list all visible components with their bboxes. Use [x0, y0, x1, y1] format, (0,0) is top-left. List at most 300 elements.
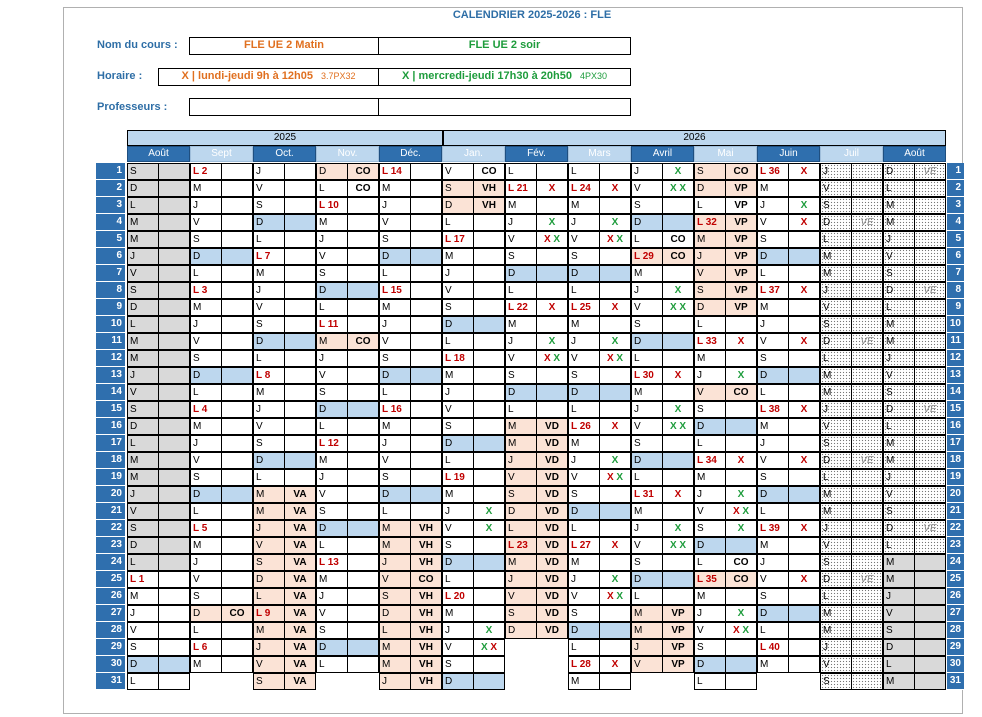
activity-cell[interactable]: [851, 214, 883, 231]
day-cell[interactable]: [442, 469, 473, 486]
day-cell[interactable]: [505, 299, 536, 316]
day-cell[interactable]: D: [379, 605, 410, 622]
day-cell[interactable]: J: [631, 520, 662, 537]
activity-cell[interactable]: [725, 486, 757, 503]
activity-cell[interactable]: [284, 384, 316, 401]
day-cell[interactable]: [316, 554, 347, 571]
day-cell[interactable]: S: [127, 163, 158, 180]
day-cell[interactable]: D: [505, 622, 536, 639]
day-cell[interactable]: S: [442, 180, 473, 197]
day-cell[interactable]: V: [694, 622, 725, 639]
day-cell[interactable]: [568, 418, 599, 435]
day-cell[interactable]: [757, 639, 788, 656]
day-cell[interactable]: M: [505, 316, 536, 333]
activity-cell[interactable]: [851, 520, 883, 537]
day-cell[interactable]: L: [568, 401, 599, 418]
day-cell[interactable]: J: [316, 588, 347, 605]
activity-cell[interactable]: [221, 333, 253, 350]
activity-cell[interactable]: [851, 418, 883, 435]
day-cell[interactable]: M: [379, 639, 410, 656]
day-cell[interactable]: D: [757, 367, 788, 384]
activity-cell[interactable]: CO: [410, 571, 442, 588]
day-cell[interactable]: M: [568, 673, 599, 690]
day-cell[interactable]: L: [820, 588, 851, 605]
activity-cell[interactable]: [788, 384, 820, 401]
activity-cell[interactable]: [473, 571, 505, 588]
day-cell[interactable]: L: [883, 418, 914, 435]
day-cell[interactable]: V: [190, 214, 221, 231]
activity-cell[interactable]: [221, 469, 253, 486]
day-cell[interactable]: V: [442, 639, 473, 656]
day-cell[interactable]: [568, 537, 599, 554]
activity-cell[interactable]: [851, 163, 883, 180]
activity-cell[interactable]: [851, 537, 883, 554]
activity-cell[interactable]: [347, 469, 379, 486]
day-cell[interactable]: J: [820, 520, 851, 537]
activity-cell[interactable]: [158, 163, 190, 180]
day-cell[interactable]: M: [820, 367, 851, 384]
activity-cell[interactable]: VP: [725, 180, 757, 197]
activity-cell[interactable]: [473, 486, 505, 503]
activity-cell[interactable]: [914, 605, 946, 622]
day-cell[interactable]: M: [190, 180, 221, 197]
day-cell[interactable]: D: [883, 520, 914, 537]
activity-cell[interactable]: [536, 384, 568, 401]
day-cell[interactable]: S: [379, 350, 410, 367]
activity-cell[interactable]: [788, 333, 820, 350]
day-cell[interactable]: L: [379, 503, 410, 520]
activity-cell[interactable]: [347, 367, 379, 384]
day-cell[interactable]: [190, 520, 221, 537]
day-cell[interactable]: L: [379, 265, 410, 282]
day-cell[interactable]: S: [127, 401, 158, 418]
activity-cell[interactable]: [851, 486, 883, 503]
day-cell[interactable]: V: [631, 299, 662, 316]
activity-cell[interactable]: VD: [536, 469, 568, 486]
day-cell[interactable]: M: [568, 197, 599, 214]
day-cell[interactable]: V: [883, 248, 914, 265]
activity-cell[interactable]: [851, 316, 883, 333]
day-cell[interactable]: S: [568, 248, 599, 265]
activity-cell[interactable]: [851, 197, 883, 214]
day-cell[interactable]: L: [127, 554, 158, 571]
activity-cell[interactable]: [410, 486, 442, 503]
day-cell[interactable]: J: [820, 639, 851, 656]
activity-cell[interactable]: [851, 350, 883, 367]
activity-cell[interactable]: [410, 367, 442, 384]
activity-cell[interactable]: [599, 367, 631, 384]
day-cell[interactable]: D: [379, 248, 410, 265]
day-cell[interactable]: [316, 197, 347, 214]
activity-cell[interactable]: [914, 639, 946, 656]
activity-cell[interactable]: VP: [662, 622, 694, 639]
day-cell[interactable]: J: [631, 639, 662, 656]
day-cell[interactable]: J: [442, 265, 473, 282]
activity-cell[interactable]: [914, 503, 946, 520]
day-cell[interactable]: J: [505, 452, 536, 469]
day-cell[interactable]: M: [883, 214, 914, 231]
activity-cell[interactable]: [473, 248, 505, 265]
activity-cell[interactable]: [914, 435, 946, 452]
day-cell[interactable]: M: [505, 554, 536, 571]
activity-cell[interactable]: [725, 622, 757, 639]
activity-cell[interactable]: [662, 180, 694, 197]
day-cell[interactable]: J: [505, 571, 536, 588]
activity-cell[interactable]: [851, 605, 883, 622]
activity-cell[interactable]: [536, 231, 568, 248]
day-cell[interactable]: S: [568, 486, 599, 503]
day-cell[interactable]: D: [253, 214, 284, 231]
activity-cell[interactable]: [599, 673, 631, 690]
day-cell[interactable]: D: [820, 452, 851, 469]
activity-cell[interactable]: [914, 537, 946, 554]
activity-cell[interactable]: [158, 265, 190, 282]
activity-cell[interactable]: [914, 401, 946, 418]
day-cell[interactable]: [379, 282, 410, 299]
activity-cell[interactable]: [662, 163, 694, 180]
day-cell[interactable]: V: [694, 384, 725, 401]
activity-cell[interactable]: [284, 316, 316, 333]
activity-cell[interactable]: CO: [725, 554, 757, 571]
activity-cell[interactable]: VP: [725, 248, 757, 265]
activity-cell[interactable]: VH: [410, 656, 442, 673]
activity-cell[interactable]: [788, 622, 820, 639]
day-cell[interactable]: S: [505, 605, 536, 622]
activity-cell[interactable]: [221, 384, 253, 401]
activity-cell[interactable]: [788, 588, 820, 605]
day-cell[interactable]: [568, 180, 599, 197]
day-cell[interactable]: [694, 571, 725, 588]
activity-cell[interactable]: [284, 469, 316, 486]
activity-cell[interactable]: [284, 248, 316, 265]
activity-cell[interactable]: [347, 639, 379, 656]
day-cell[interactable]: S: [127, 520, 158, 537]
day-cell[interactable]: V: [253, 418, 284, 435]
day-cell[interactable]: D: [253, 333, 284, 350]
activity-cell[interactable]: [473, 639, 505, 656]
activity-cell[interactable]: [788, 486, 820, 503]
day-cell[interactable]: V: [820, 418, 851, 435]
day-cell[interactable]: J: [316, 469, 347, 486]
activity-cell[interactable]: [788, 656, 820, 673]
day-cell[interactable]: S: [631, 554, 662, 571]
day-cell[interactable]: [568, 656, 599, 673]
day-cell[interactable]: S: [442, 537, 473, 554]
day-cell[interactable]: M: [316, 214, 347, 231]
day-cell[interactable]: [316, 316, 347, 333]
day-cell[interactable]: S: [820, 554, 851, 571]
activity-cell[interactable]: [851, 452, 883, 469]
day-cell[interactable]: D: [883, 401, 914, 418]
activity-cell[interactable]: [410, 333, 442, 350]
day-cell[interactable]: M: [127, 469, 158, 486]
activity-cell[interactable]: [725, 469, 757, 486]
day-cell[interactable]: V: [253, 180, 284, 197]
day-cell[interactable]: L: [694, 197, 725, 214]
activity-cell[interactable]: [284, 265, 316, 282]
day-cell[interactable]: V: [757, 571, 788, 588]
day-cell[interactable]: J: [316, 231, 347, 248]
day-cell[interactable]: L: [694, 673, 725, 690]
activity-cell[interactable]: [410, 248, 442, 265]
activity-cell[interactable]: VD: [536, 520, 568, 537]
day-cell[interactable]: L: [631, 469, 662, 486]
activity-cell[interactable]: [221, 639, 253, 656]
day-cell[interactable]: M: [631, 622, 662, 639]
day-cell[interactable]: M: [883, 554, 914, 571]
activity-cell[interactable]: [158, 571, 190, 588]
day-cell[interactable]: M: [568, 435, 599, 452]
day-cell[interactable]: M: [820, 384, 851, 401]
activity-cell[interactable]: [914, 418, 946, 435]
activity-cell[interactable]: [599, 384, 631, 401]
activity-cell[interactable]: [851, 265, 883, 282]
activity-cell[interactable]: [347, 588, 379, 605]
day-cell[interactable]: D: [820, 571, 851, 588]
day-cell[interactable]: [190, 163, 221, 180]
activity-cell[interactable]: [788, 180, 820, 197]
day-cell[interactable]: V: [568, 231, 599, 248]
activity-cell[interactable]: [599, 571, 631, 588]
day-cell[interactable]: M: [883, 197, 914, 214]
activity-cell[interactable]: [473, 418, 505, 435]
day-cell[interactable]: M: [379, 299, 410, 316]
day-cell[interactable]: D: [253, 452, 284, 469]
day-cell[interactable]: [127, 571, 158, 588]
day-cell[interactable]: L: [379, 622, 410, 639]
activity-cell[interactable]: [725, 673, 757, 690]
activity-cell[interactable]: [284, 197, 316, 214]
activity-cell[interactable]: CO: [725, 571, 757, 588]
activity-cell[interactable]: [914, 282, 946, 299]
activity-cell[interactable]: [788, 265, 820, 282]
day-cell[interactable]: V: [190, 571, 221, 588]
activity-cell[interactable]: [158, 588, 190, 605]
day-cell[interactable]: M: [379, 418, 410, 435]
day-cell[interactable]: J: [190, 197, 221, 214]
day-cell[interactable]: V: [568, 469, 599, 486]
day-cell[interactable]: S: [253, 197, 284, 214]
activity-cell[interactable]: VA: [284, 656, 316, 673]
activity-cell[interactable]: [788, 520, 820, 537]
activity-cell[interactable]: [284, 180, 316, 197]
activity-cell[interactable]: VP: [725, 197, 757, 214]
activity-cell[interactable]: [662, 333, 694, 350]
day-cell[interactable]: [757, 401, 788, 418]
day-cell[interactable]: S: [379, 469, 410, 486]
activity-cell[interactable]: [851, 588, 883, 605]
day-cell[interactable]: M: [694, 588, 725, 605]
day-cell[interactable]: L: [694, 554, 725, 571]
day-cell[interactable]: M: [631, 503, 662, 520]
day-cell[interactable]: J: [694, 605, 725, 622]
day-cell[interactable]: V: [253, 656, 284, 673]
day-cell[interactable]: M: [883, 316, 914, 333]
activity-cell[interactable]: [473, 367, 505, 384]
day-cell[interactable]: M: [883, 673, 914, 690]
day-cell[interactable]: L: [127, 316, 158, 333]
day-cell[interactable]: M: [442, 605, 473, 622]
day-cell[interactable]: D: [631, 571, 662, 588]
activity-cell[interactable]: VA: [284, 554, 316, 571]
day-cell[interactable]: V: [568, 350, 599, 367]
day-cell[interactable]: M: [442, 248, 473, 265]
day-cell[interactable]: L: [757, 622, 788, 639]
day-cell[interactable]: L: [190, 384, 221, 401]
activity-cell[interactable]: VH: [410, 588, 442, 605]
day-cell[interactable]: [190, 639, 221, 656]
day-cell[interactable]: M: [631, 384, 662, 401]
activity-cell[interactable]: VD: [536, 605, 568, 622]
activity-cell[interactable]: [410, 350, 442, 367]
activity-cell[interactable]: [599, 282, 631, 299]
activity-cell[interactable]: [473, 214, 505, 231]
activity-cell[interactable]: [410, 435, 442, 452]
activity-cell[interactable]: [473, 452, 505, 469]
day-cell[interactable]: S: [253, 554, 284, 571]
activity-cell[interactable]: [221, 503, 253, 520]
activity-cell[interactable]: [473, 554, 505, 571]
day-cell[interactable]: V: [253, 299, 284, 316]
day-cell[interactable]: [379, 401, 410, 418]
day-cell[interactable]: J: [442, 622, 473, 639]
day-cell[interactable]: M: [631, 265, 662, 282]
activity-cell[interactable]: [725, 639, 757, 656]
activity-cell[interactable]: VA: [284, 605, 316, 622]
activity-cell[interactable]: [221, 401, 253, 418]
activity-cell[interactable]: [221, 248, 253, 265]
activity-cell[interactable]: [914, 571, 946, 588]
activity-cell[interactable]: [347, 231, 379, 248]
day-cell[interactable]: J: [757, 316, 788, 333]
activity-cell[interactable]: [473, 316, 505, 333]
day-cell[interactable]: M: [757, 418, 788, 435]
activity-cell[interactable]: [221, 537, 253, 554]
day-cell[interactable]: V: [253, 537, 284, 554]
day-cell[interactable]: J: [190, 316, 221, 333]
day-cell[interactable]: [505, 180, 536, 197]
activity-cell[interactable]: VA: [284, 588, 316, 605]
activity-cell[interactable]: [158, 622, 190, 639]
activity-cell[interactable]: [788, 503, 820, 520]
day-cell[interactable]: S: [442, 418, 473, 435]
day-cell[interactable]: M: [316, 333, 347, 350]
day-cell[interactable]: V: [820, 299, 851, 316]
activity-cell[interactable]: [725, 503, 757, 520]
activity-cell[interactable]: [221, 520, 253, 537]
activity-cell[interactable]: [410, 214, 442, 231]
day-cell[interactable]: L: [883, 656, 914, 673]
day-cell[interactable]: J: [379, 197, 410, 214]
day-cell[interactable]: L: [505, 520, 536, 537]
activity-cell[interactable]: [158, 656, 190, 673]
activity-cell[interactable]: [599, 656, 631, 673]
activity-cell[interactable]: [536, 333, 568, 350]
activity-cell[interactable]: [725, 537, 757, 554]
day-cell[interactable]: M: [883, 571, 914, 588]
day-cell[interactable]: V: [757, 452, 788, 469]
day-cell[interactable]: D: [694, 299, 725, 316]
activity-cell[interactable]: [725, 418, 757, 435]
day-cell[interactable]: V: [127, 265, 158, 282]
day-cell[interactable]: S: [694, 520, 725, 537]
day-cell[interactable]: J: [127, 248, 158, 265]
day-cell[interactable]: L: [568, 282, 599, 299]
activity-cell[interactable]: [158, 367, 190, 384]
activity-cell[interactable]: [347, 282, 379, 299]
activity-cell[interactable]: [662, 435, 694, 452]
day-cell[interactable]: D: [694, 656, 725, 673]
day-cell[interactable]: M: [820, 248, 851, 265]
day-cell[interactable]: J: [190, 554, 221, 571]
activity-cell[interactable]: [599, 605, 631, 622]
activity-cell[interactable]: [599, 537, 631, 554]
activity-cell[interactable]: [221, 486, 253, 503]
day-cell[interactable]: D: [505, 384, 536, 401]
day-cell[interactable]: J: [694, 486, 725, 503]
activity-cell[interactable]: [914, 622, 946, 639]
activity-cell[interactable]: [725, 367, 757, 384]
activity-cell[interactable]: [914, 486, 946, 503]
day-cell[interactable]: [253, 605, 284, 622]
activity-cell[interactable]: [788, 197, 820, 214]
day-cell[interactable]: L: [127, 673, 158, 690]
day-cell[interactable]: M: [442, 367, 473, 384]
activity-cell[interactable]: [725, 435, 757, 452]
day-cell[interactable]: M: [253, 503, 284, 520]
activity-cell[interactable]: [473, 656, 505, 673]
day-cell[interactable]: V: [883, 367, 914, 384]
day-cell[interactable]: M: [820, 622, 851, 639]
day-cell[interactable]: S: [190, 469, 221, 486]
day-cell[interactable]: M: [253, 486, 284, 503]
activity-cell[interactable]: [221, 656, 253, 673]
day-cell[interactable]: S: [379, 588, 410, 605]
day-cell[interactable]: D: [694, 180, 725, 197]
activity-cell[interactable]: [662, 282, 694, 299]
activity-cell[interactable]: [914, 367, 946, 384]
day-cell[interactable]: L: [316, 180, 347, 197]
activity-cell[interactable]: [473, 537, 505, 554]
activity-cell[interactable]: [284, 418, 316, 435]
activity-cell[interactable]: [599, 333, 631, 350]
activity-cell[interactable]: [158, 537, 190, 554]
day-cell[interactable]: L: [820, 231, 851, 248]
activity-cell[interactable]: [284, 435, 316, 452]
activity-cell[interactable]: [347, 486, 379, 503]
activity-cell[interactable]: [599, 554, 631, 571]
day-cell[interactable]: J: [883, 588, 914, 605]
day-cell[interactable]: J: [505, 214, 536, 231]
activity-cell[interactable]: [662, 384, 694, 401]
day-cell[interactable]: M: [316, 452, 347, 469]
day-cell[interactable]: M: [190, 418, 221, 435]
activity-cell[interactable]: [599, 214, 631, 231]
activity-cell[interactable]: [347, 197, 379, 214]
activity-cell[interactable]: [536, 265, 568, 282]
day-cell[interactable]: D: [505, 265, 536, 282]
day-cell[interactable]: J: [883, 469, 914, 486]
activity-cell[interactable]: [662, 503, 694, 520]
activity-cell[interactable]: [914, 299, 946, 316]
day-cell[interactable]: M: [820, 265, 851, 282]
day-cell[interactable]: S: [757, 350, 788, 367]
activity-cell[interactable]: [473, 435, 505, 452]
day-cell[interactable]: S: [757, 469, 788, 486]
day-cell[interactable]: D: [568, 622, 599, 639]
activity-cell[interactable]: [914, 197, 946, 214]
activity-cell[interactable]: VD: [536, 588, 568, 605]
